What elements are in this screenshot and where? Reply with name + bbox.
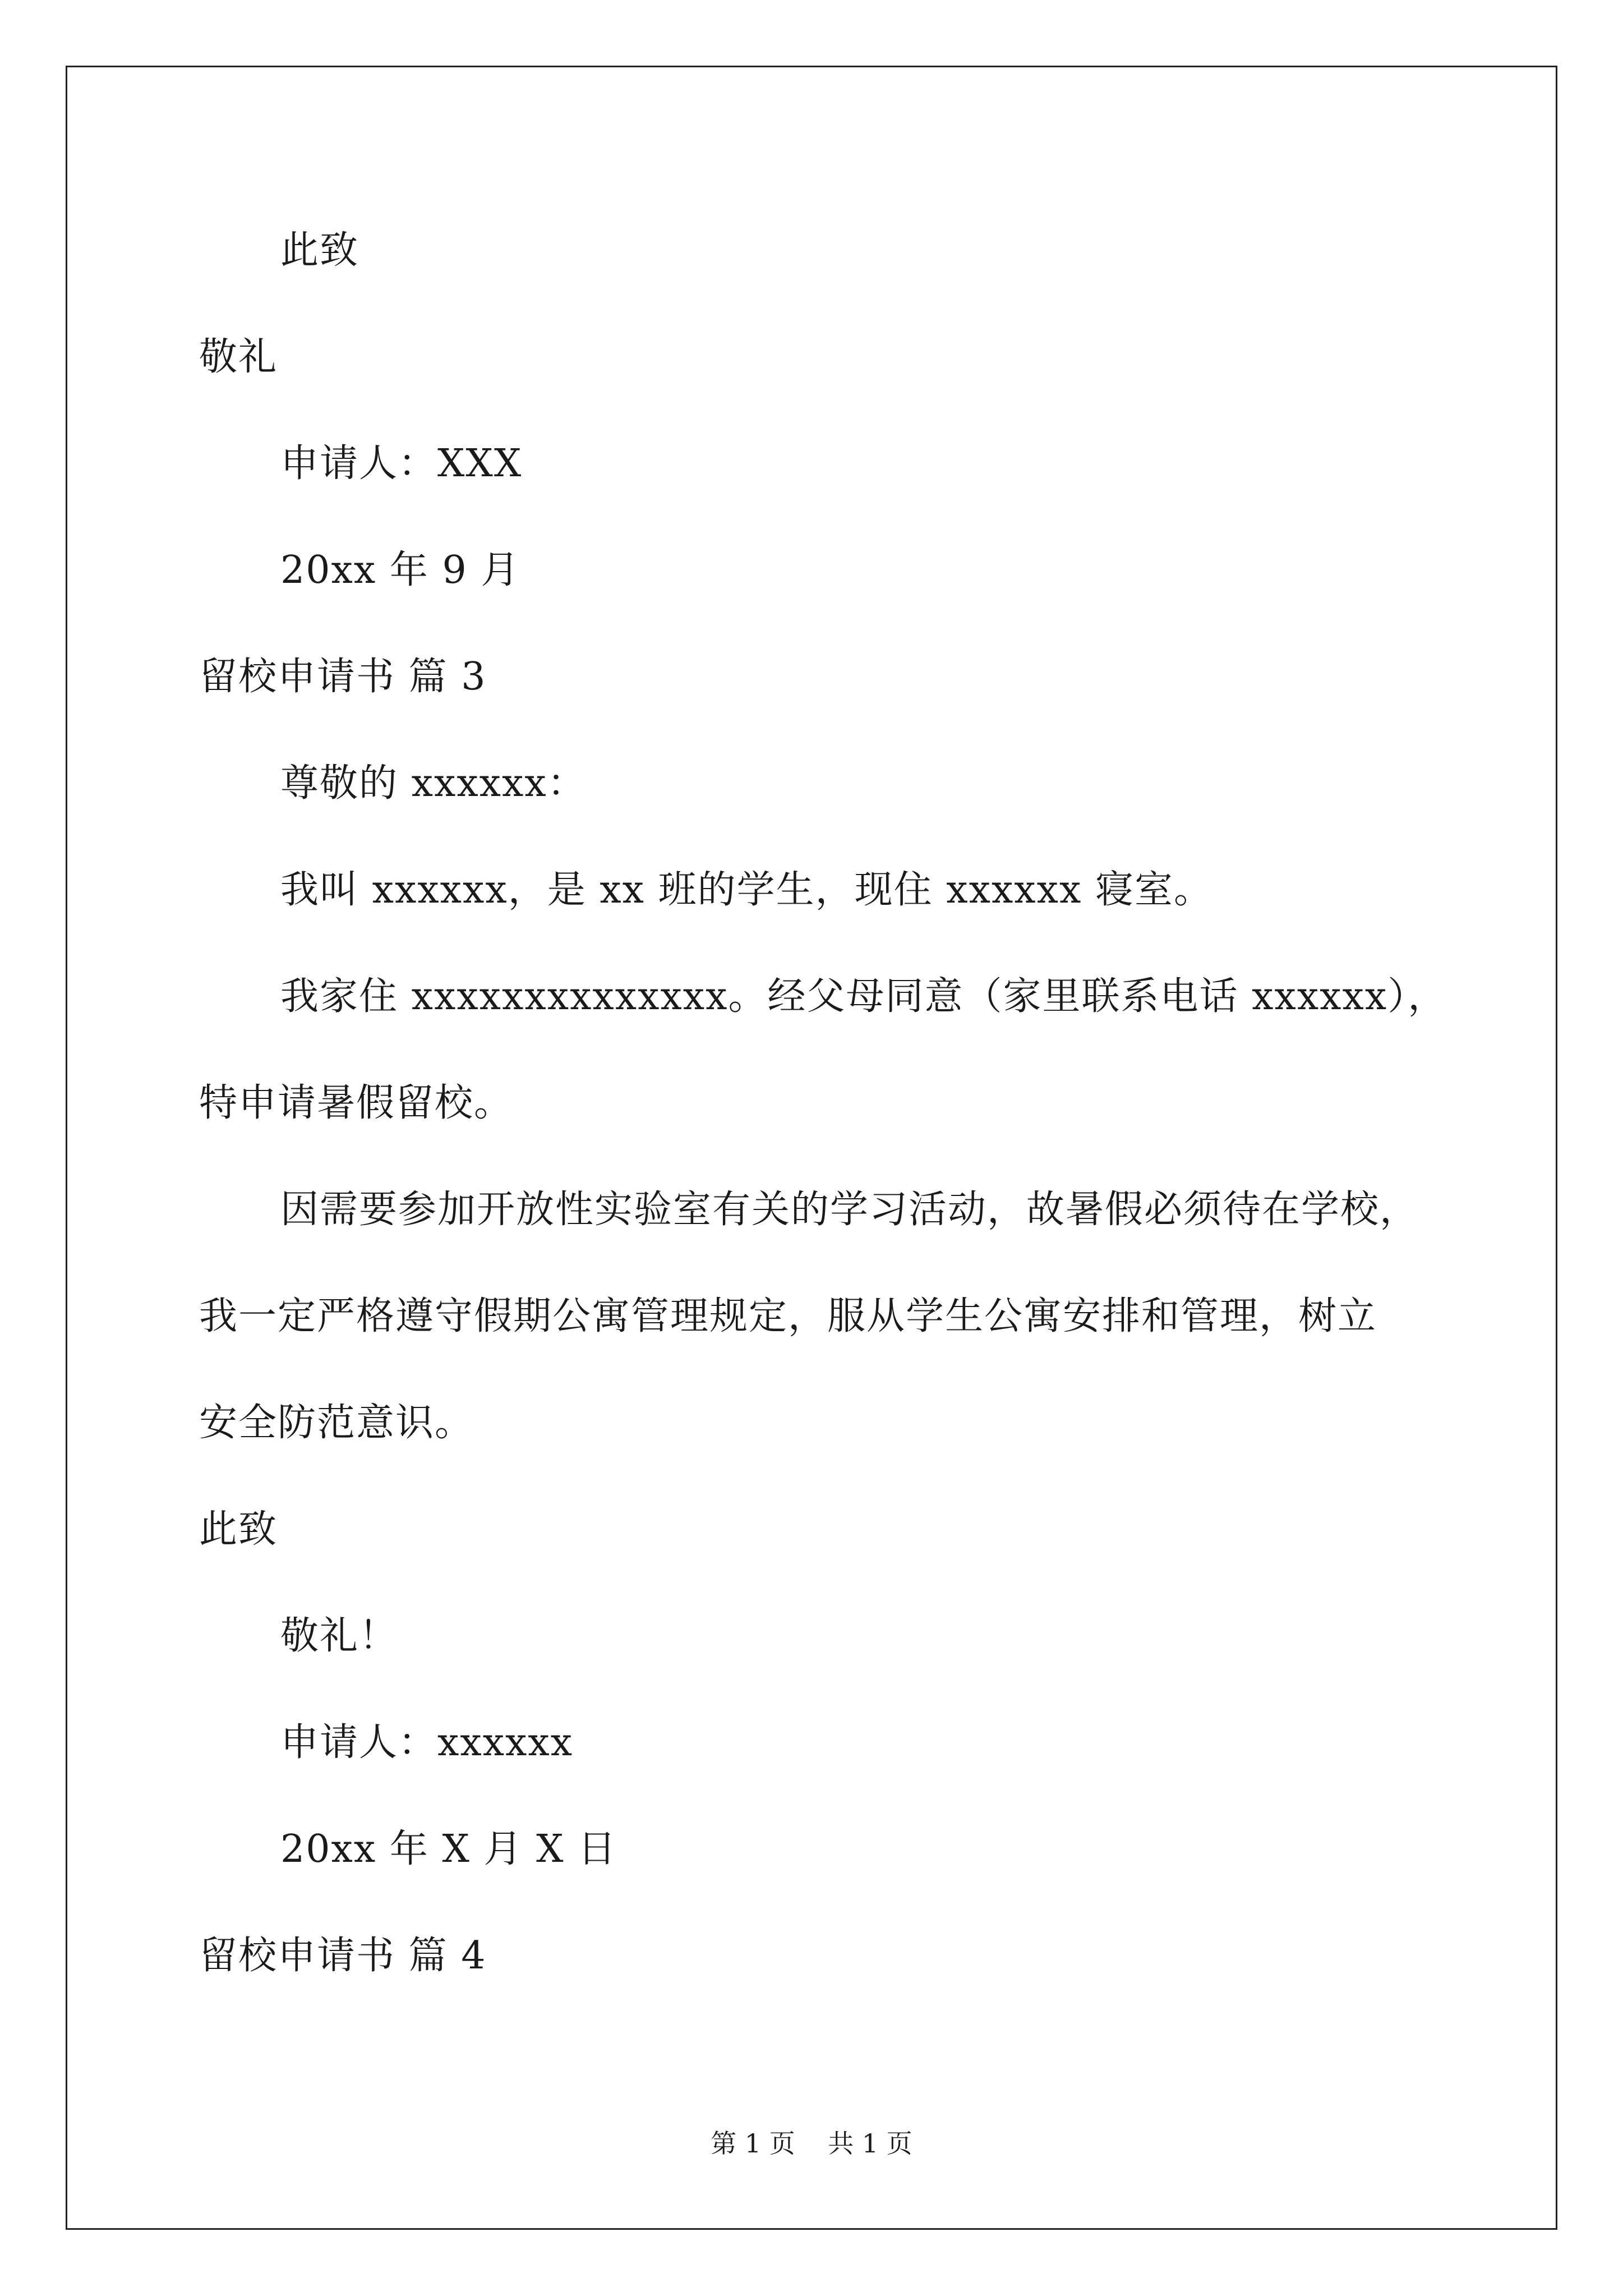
body-paragraph-line: 我叫 xxxxxx，是 xx 班的学生，现住 xxxxxx 寝室。 <box>280 868 1213 912</box>
body-paragraph-line: 特申请暑假留校。 <box>199 1081 514 1125</box>
page-border <box>66 66 1557 2230</box>
greeting-line: 尊敬的 xxxxxx： <box>280 761 587 806</box>
page-number-footer: 第 1 页 共 1 页 <box>711 2128 912 2159</box>
section-heading: 留校申请书 篇 3 <box>199 655 487 699</box>
applicant-line: 申请人：xxxxxx <box>280 1720 574 1765</box>
date-line: 20xx 年 9 月 <box>280 548 520 592</box>
closing-salutation: 此致 <box>199 1507 278 1552</box>
closing-regards: 敬礼！ <box>280 1614 399 1658</box>
body-paragraph-line: 安全防范意识。 <box>199 1401 474 1445</box>
applicant-line: 申请人：XXX <box>280 441 523 486</box>
closing-regards: 敬礼 <box>199 335 278 379</box>
body-paragraph-line: 我一定严格遵守假期公寓管理规定，服从学生公寓安排和管理，树立 <box>199 1294 1377 1338</box>
closing-salutation: 此致 <box>280 228 359 273</box>
body-paragraph-line: 我家住 xxxxxxxxxxxxxx。经父母同意（家里联系电话 xxxxxx）， <box>280 974 1447 1019</box>
date-line: 20xx 年 X 月 X 日 <box>280 1827 617 1871</box>
section-heading: 留校申请书 篇 4 <box>199 1934 487 1978</box>
body-paragraph-line: 因需要参加开放性实验室有关的学习活动，故暑假必须待在学校， <box>280 1188 1419 1232</box>
